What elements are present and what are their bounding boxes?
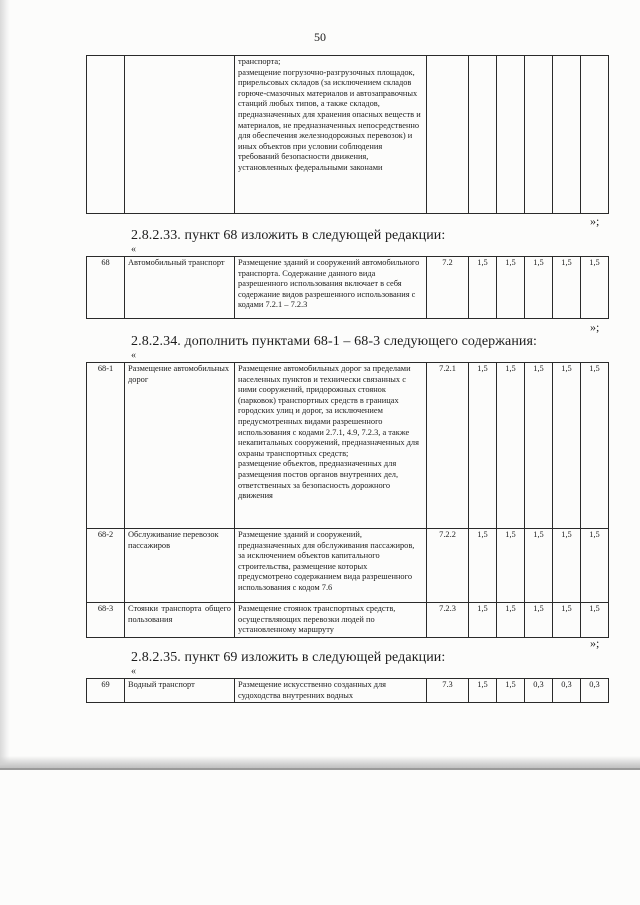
cell-description: Размещение стоянок транспортных средств, осуществляющих перевозки людей по установленному маршруту xyxy=(235,603,427,638)
cell-code: 7.2.2 xyxy=(427,529,469,603)
cell-value: 1,5 xyxy=(497,363,525,529)
cell-num xyxy=(87,56,125,214)
cell-description: Размещение искусственно созданных для судоходства внутренних водных xyxy=(235,679,427,703)
cell-description: транспорта; размещение погрузочно-разгрузочных площадок, прирельсовых складов (за исключением складов горюче-смазочных материалов и автозаправочных станций любых типов, а также складов, предназначенных для хранения опасных веществ и материалов, не предназначенных непосредственно для обеспечения железнодорожных перевозок) и иных объектов при условии соблюдения требований безопасности движения, установленных федеральными законами xyxy=(235,56,427,214)
cell-num: 68-2 xyxy=(87,529,125,603)
cell-value xyxy=(469,56,497,214)
table-row xyxy=(87,603,609,638)
table-item-69 xyxy=(86,678,609,703)
cell-value: 1,5 xyxy=(497,257,525,319)
cell-value: 1,5 xyxy=(469,529,497,603)
cell-value: 1,5 xyxy=(553,363,581,529)
cell-value: 1,5 xyxy=(469,603,497,638)
cell-value: 1,5 xyxy=(581,603,609,638)
cell-value: 1,5 xyxy=(553,529,581,603)
cell-code xyxy=(427,56,469,214)
section-heading-69: 2.8.2.35. пункт 69 изложить в следующей редакции: xyxy=(131,650,446,665)
cell-value: 1,5 xyxy=(581,363,609,529)
closing-quote: »; xyxy=(590,214,600,228)
cell-value xyxy=(581,56,609,214)
cell-name: Автомобильный транспорт xyxy=(125,257,235,319)
cell-num: 68 xyxy=(87,257,125,319)
section-heading-68: 2.8.2.33. пункт 68 изложить в следующей редакции: xyxy=(131,228,446,243)
cell-value: 1,5 xyxy=(469,257,497,319)
opening-quote: « xyxy=(131,350,136,361)
opening-quote: « xyxy=(131,666,136,677)
page-number: 50 xyxy=(314,30,326,44)
scan-shadow xyxy=(0,0,10,770)
cell-value: 0,3 xyxy=(525,679,553,703)
opening-quote: « xyxy=(131,244,136,255)
cell-value xyxy=(497,56,525,214)
cell-name: Водный транспорт xyxy=(125,679,235,703)
section-heading-68-1: 2.8.2.34. дополнить пунктами 68-1 – 68-3 следующего содержания: xyxy=(131,334,538,349)
scan-edge xyxy=(0,768,640,770)
cell-value: 1,5 xyxy=(469,363,497,529)
cell-code: 7.3 xyxy=(427,679,469,703)
closing-quote: »; xyxy=(590,320,600,334)
cell-value: 1,5 xyxy=(497,529,525,603)
table-row xyxy=(87,363,609,529)
cell-name: Размещение автомобильных дорог xyxy=(125,363,235,529)
cell-value: 1,5 xyxy=(469,679,497,703)
table-row xyxy=(87,529,609,603)
cell-description: Размещение зданий и сооружений, предназначенных для обслуживания пассажиров, за исключением объектов капитального строительства, размещение которых предусмотрено содержанием вида разрешенного использования с кодом 7.6 xyxy=(235,529,427,603)
cell-value xyxy=(525,56,553,214)
cell-value: 1,5 xyxy=(553,257,581,319)
cell-value: 1,5 xyxy=(525,529,553,603)
cell-value: 1,5 xyxy=(581,529,609,603)
cell-value: 1,5 xyxy=(553,603,581,638)
table-items-68-1-68-3 xyxy=(86,362,609,638)
cell-name: Обслуживание перевозок пассажиров xyxy=(125,529,235,603)
table-row xyxy=(87,679,609,703)
table-item-68 xyxy=(86,256,609,319)
cell-value: 1,5 xyxy=(525,257,553,319)
cell-value: 1,5 xyxy=(497,603,525,638)
cell-code: 7.2.3 xyxy=(427,603,469,638)
cell-name: Стоянки транспорта общего пользования xyxy=(125,603,235,638)
cell-name xyxy=(125,56,235,214)
cell-value: 0,3 xyxy=(553,679,581,703)
cell-num: 69 xyxy=(87,679,125,703)
cell-description: Размещение зданий и сооружений автомобильного транспорта. Содержание данного вида разрешенного использования включает в себя содержание видов разрешенного использования с кодами 7.2.1 – 7.2.3 xyxy=(235,257,427,319)
table-row xyxy=(87,257,609,319)
cell-code: 7.2 xyxy=(427,257,469,319)
cell-value: 0,3 xyxy=(581,679,609,703)
cell-num: 68-1 xyxy=(87,363,125,529)
cell-value: 1,5 xyxy=(525,363,553,529)
table-continuation xyxy=(86,55,609,214)
cell-value xyxy=(553,56,581,214)
cell-value: 1,5 xyxy=(497,679,525,703)
cell-value: 1,5 xyxy=(525,603,553,638)
cell-description: Размещение автомобильных дорог за пределами населенных пунктов и технически связанных с ними сооружений, придорожных стоянок (парковок) транспортных средств в границах городских улиц и дорог, за исключением предусмотренных видами разрешенного использования с кодами 2.7.1, 4.9, 7.2.3, а также некапитальных сооружений, предназначенных для охраны транспортных средств; размещение объектов, предназначенных для размещения постов органов внутренних дел, ответственных за безопасность дорожного движения xyxy=(235,363,427,529)
cell-code: 7.2.1 xyxy=(427,363,469,529)
cell-num: 68-3 xyxy=(87,603,125,638)
cell-value: 1,5 xyxy=(581,257,609,319)
closing-quote: »; xyxy=(590,636,600,650)
table-row xyxy=(87,56,609,214)
